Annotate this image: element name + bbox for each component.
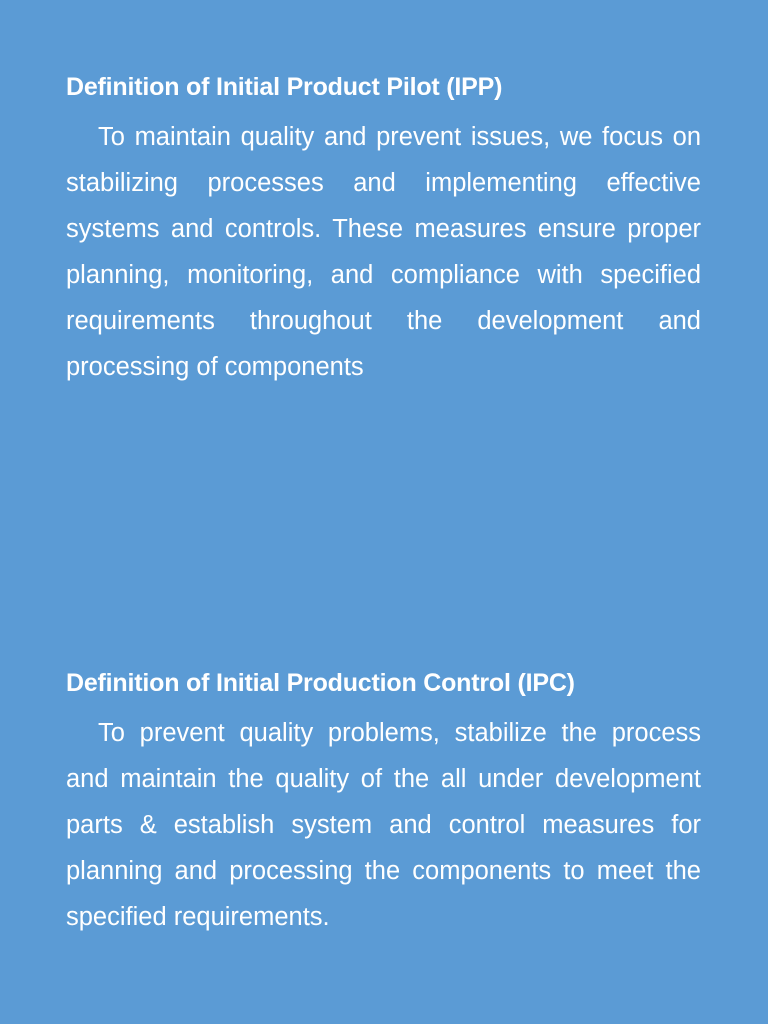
ipp-heading: Definition of Initial Product Pilot (IPP) bbox=[66, 73, 503, 101]
ipp-definition-text: To maintain quality and prevent issues, we focus on stabilizing processes and implementing effective systems and controls. These measures ensure proper planning, monitoring, and compliance with specified requirements throughout the development and processing of components bbox=[66, 123, 701, 381]
ipc-definition-section bbox=[66, 664, 701, 940]
ipc-definition-text: To prevent quality problems, stabilize the process and maintain the quality of the all under development parts & establish system and control measures for planning and processing the components to meet the specified requirements. bbox=[66, 719, 701, 931]
ipp-definition-section bbox=[66, 68, 701, 390]
ipc-heading: Definition of Initial Production Control (IPC) bbox=[66, 669, 575, 697]
